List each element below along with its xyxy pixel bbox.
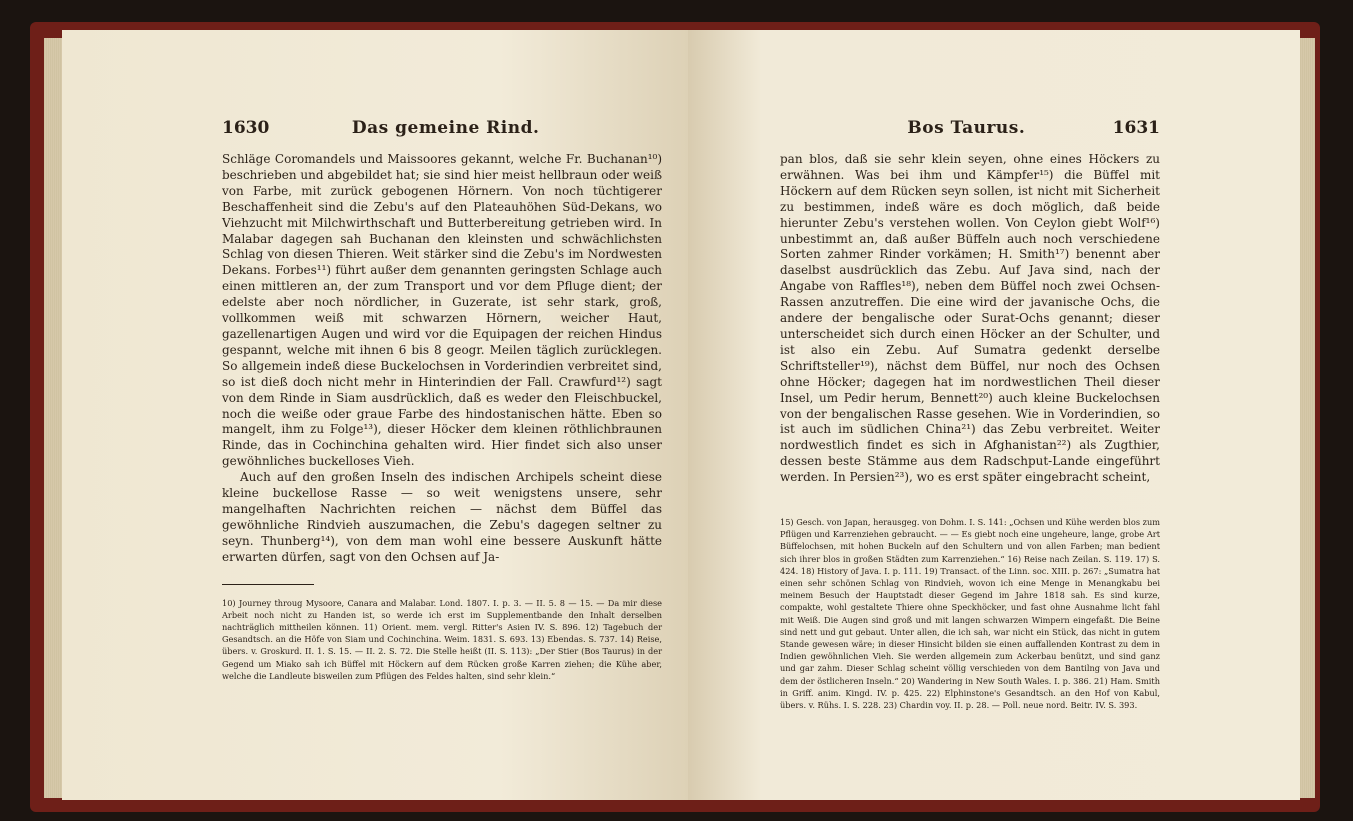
- right-running-title: Bos Taurus.: [907, 118, 1026, 138]
- left-page: [62, 30, 688, 800]
- right-page-number: 1631: [1112, 118, 1160, 138]
- left-page-number: 1630: [222, 118, 270, 138]
- footnote-rule: [222, 584, 314, 585]
- right-page: [688, 30, 1300, 800]
- left-body-text: [222, 152, 662, 566]
- right-footnote-block: 15) Gesch. von Japan, herausgeg. von Dohm. I. S. 141: „Ochsen und Kühe werden blos zum Pflügen und Karrenziehen gebraucht. — — Es giebt noch eine ungeheure, lange, grobe Art Büffelochsen, mit hohen Buckeln auf den Schultern und von allen Farben; man bedient sich ihrer blos in großen Städten zum Karrenziehen.“ 16) Reise nach Zeilan. S. 119. 17) S. 424. 18) History of Java. I. p. 111. 19) Transact. of the Linn. soc. XIII. p. 267: „Sumatra hat einen sehr schönen Schlag von Rindvieh, wovon ich eine Menge in Menangkabu bei meinem Besuch der Hauptstadt dieser Gegend im Jahre 1818 sah. Es sind kurze, compakte, wohl gestaltete Thiere ohne Speckhöcker, und fast ohne Ausnahme licht fahl mit Weiß. Die Augen sind groß und mit langen schwarzen Wimpern eingefaßt. Die Beine sind nett und gut gebaut. Unter allen, die ich sah, war nicht ein Stück, das nicht in gutem Stande gewesen wäre; in dieser Hinsicht bilden sie einen auffallenden Kontrast zu dem in Indien gewöhnlichen Vieh. Sie werden allgemein zum Ackerbau benützt, und sind ganz und gar zahm. Dieser Schlag scheint völlig verschieden von dem Bantilng von Java und dem der östlicheren Inseln.“ 20) Wandering in New South Wales. I. p. 386. 21) Ham. Smith in Griff. anim. Kingd. IV. p. 425. 22) Elphinstone's Gesandtsch. an den Hof von Kabul, übers. v. Rühs. I. S. 228. 23) Chardin voy. II. p. 28. — Poll. neue nord. Beitr. IV. S. 393.: [780, 517, 1160, 711]
- right-footnotes: [780, 516, 1160, 711]
- left-footnote-block: 10) Journey throug Mysoore, Canara and Malabar. Lond. 1807. I. p. 3. — II. 5. 8 — 15. — Da mir diese Arbeit noch nicht zu Handen ist, so werde ich erst im Supplementbande den Inhalt derselben nachträglich mittheilen können. 11) Orient. mem. vergl. Ritter's Asien IV. S. 896. 12) Tagebuch der Gesandtsch. an die Höfe von Siam und Cochinchina. Weim. 1831. S. 693. 13) Ebendas. S. 737. 14) Reise, übers. v. Groskurd. II. 1. S. 15. — II. 2. S. 72. Die Stelle heißt (II. S. 113): „Der Stier (Bos Taurus) in der Gegend um Miako sah ich Büffel mit Höckern auf dem Rücken große Karren ziehen; die Kühe aber, welche die Landleute bisweilen zum Pflügen des Feldes halten, sind sehr klein.“: [222, 597, 662, 681]
- right-page-header: [780, 118, 1160, 142]
- left-paragraph-2: Auch auf den großen Inseln des indischen Archipels scheint diese kleine buckellose Rasse — so weit wenigstens unsere, sehr mangelhaften Nachrichten reichen — nächst dem Büffel das gewöhnliche Rindvieh auszumachen, die Zebu's dagegen seltner zu seyn. Thunberg¹⁴), von dem man wohl eine bessere Auskunft hätte erwarten dürfen, sagt von den Ochsen auf Ja-: [222, 470, 662, 564]
- right-body-text: [780, 152, 1160, 486]
- left-page-header: [222, 118, 662, 142]
- left-running-title: Das gemeine Rind.: [351, 118, 540, 138]
- left-footnotes: [222, 597, 662, 682]
- right-paragraph-1: pan blos, daß sie sehr klein seyen, ohne eines Höckers zu erwähnen. Was bei ihm und Kämpfer¹⁵) die Büffel mit Höckern auf dem Rücken seyn sollen, ist nicht mit Sicherheit zu bestimmen, indeß wäre es doch möglich, daß beide hierunter Zebu's verstehen wollen. Von Ceylon giebt Wolf¹⁶) unbestimmt an, daß außer Büffeln auch noch verschiedene Sorten zahmer Rinder vorkämen; H. Smith¹⁷) benennt aber daselbst ausdrücklich das Zebu. Auf Java sind, nach der Angabe von Raffles¹⁸), neben dem Büffel noch zwei Ochsen-Rassen anzutreffen. Die eine wird der javanische Ochs, die andere der bengalische oder Surat-Ochs genannt; dieser unterscheidet sich durch einen Höcker an der Schulter, und ist also ein Zebu. Auf Sumatra gedenkt derselbe Schriftsteller¹⁹), nächst dem Büffel, nur noch des Ochsen ohne Höcker; dagegen hat im nordwestlichen Theil dieser Insel, um Pedir herum, Bennett²⁰) auch kleine Buckelochsen von der bengalischen Rasse gesehen. Wie in Vorderindien, so ist auch im südlichen China²¹) das Zebu verbreitet. Weiter nordwestlich findet es sich in Afghanistan²²) als Zugthier, dessen beste Stämme aus dem Radschput-Lande eingeführt werden. In Persien²³), wo es erst später eingebracht scheint,: [780, 152, 1160, 485]
- left-paragraph-1: Schläge Coromandels und Maissoores gekannt, welche Fr. Buchanan¹⁰) beschrieben und abgebildet hat; sie sind hier meist hellbraun oder weiß von Farbe, mit zurück gebogenen Hörnern. Von noch tüchtigerer Beschaffenheit sind die Zebu's auf den Plateauhöhen Süd-Dekans, wo Viehzucht mit Milchwirthschaft und Butterbereitung getrieben wird. In Malabar dagegen sah Buchanan den kleinsten und schwächlichsten Schlag von diesen Thieren. Weit stärker sind die Zebu's im Nordwesten Dekans. Forbes¹¹) führt außer dem genannten geringsten Schlage auch einen mittleren an, der zum Transport und vor dem Pfluge dient; der edelste aber noch nördlicher, in Guzerate, ist sehr stark, groß, vollkommen weiß mit schwarzen Hörnern, weicher Haut, gazellenartigen Augen und wird vor die Equipagen der reichen Hindus gespannt, welche mit ihnen 6 bis 8 geogr. Meilen täglich zurücklegen. So allgemein indeß diese Buckelochsen in Vorderindien verbreitet sind, so ist dieß doch nicht mehr in Hinterindien der Fall. Crawfurd¹²) sagt von dem Rinde in Siam ausdrücklich, daß es weder den Fleischbuckel, noch die weiße oder graue Farbe des hindostanischen hätte. Eben so mangelt, ihm zu Folge¹³), dieser Höcker dem kleinen röthlichbraunen Rinde, das in Cochinchina gehalten wird. Hier findet sich also unser gewöhnliches buckelloses Vieh.: [222, 152, 662, 469]
